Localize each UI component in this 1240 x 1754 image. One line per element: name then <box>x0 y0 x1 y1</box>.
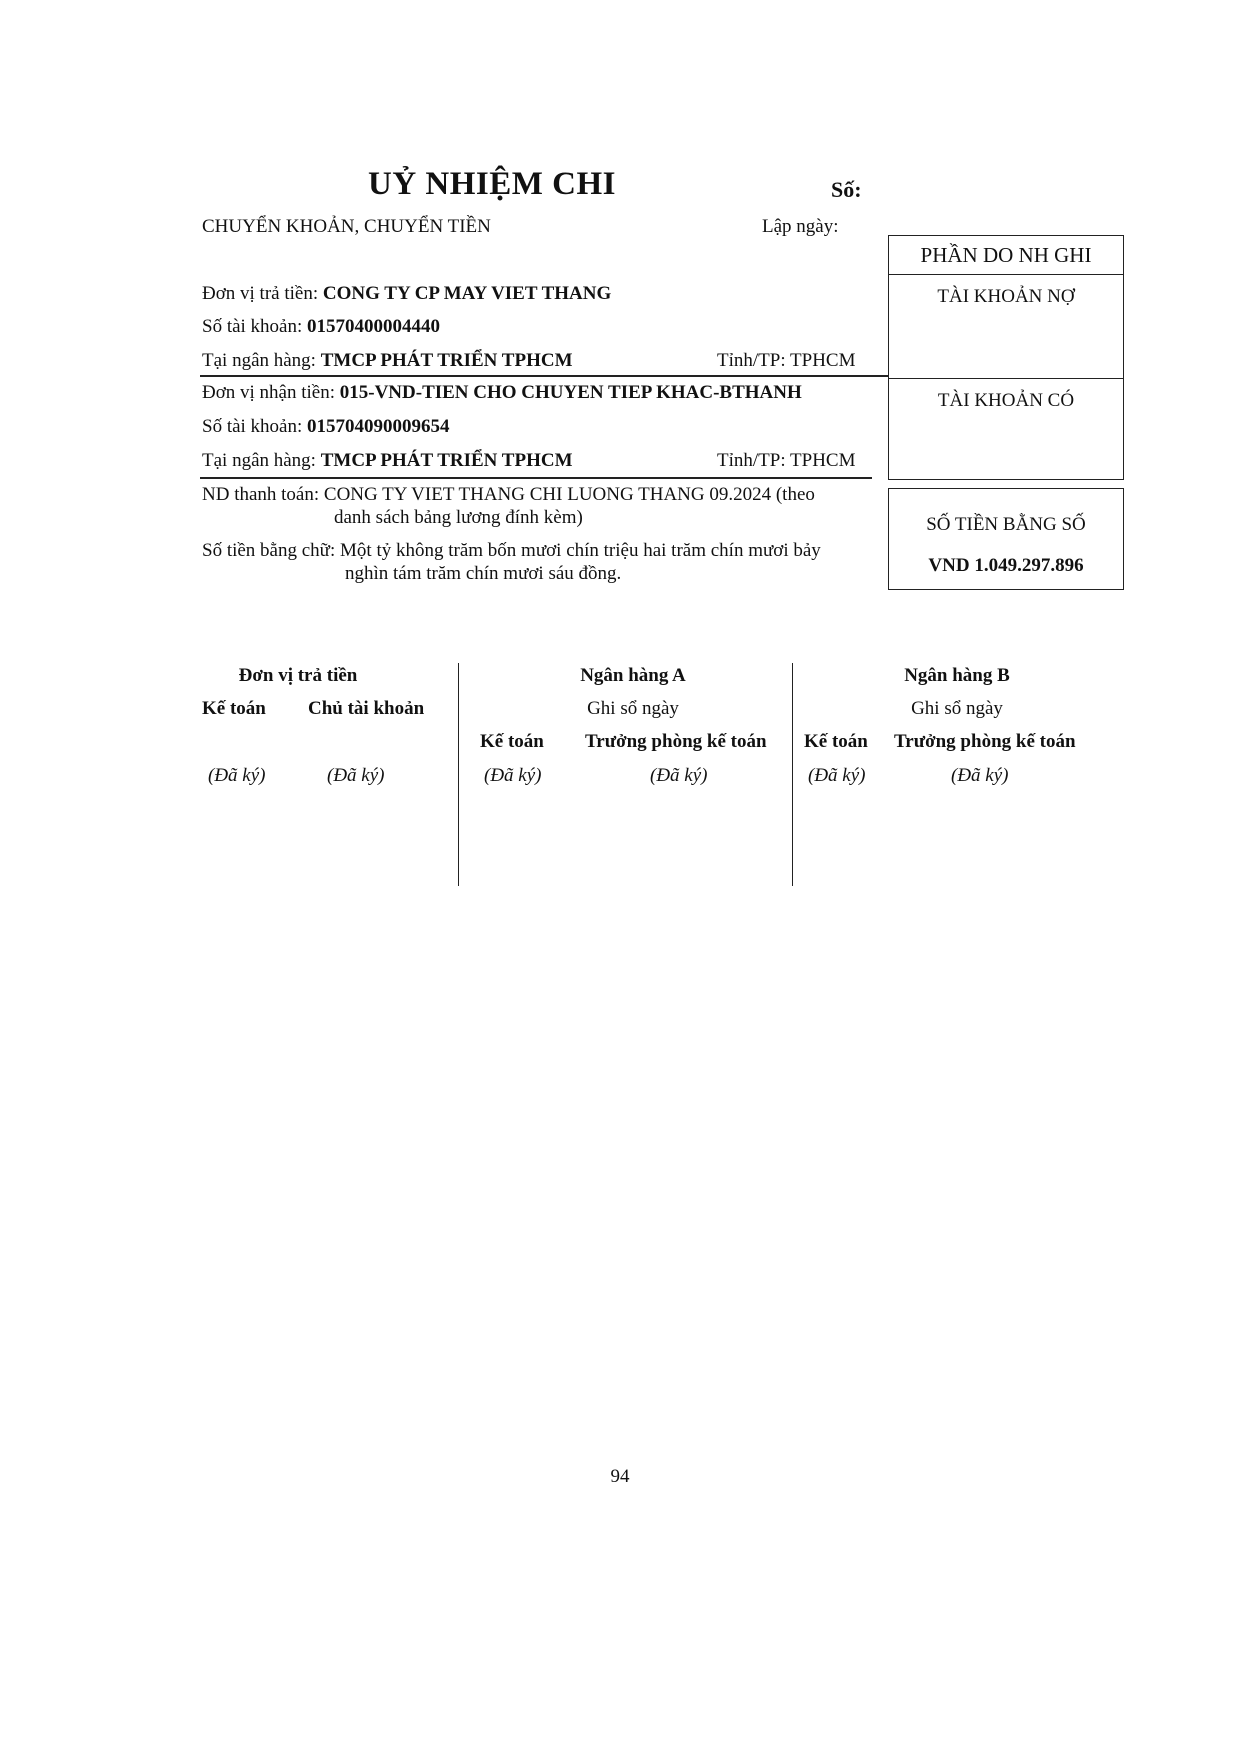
payment-nd-row <box>202 484 815 506</box>
payee-bank-row <box>202 450 573 472</box>
document-title: UỶ NHIỆM CHI <box>368 166 617 202</box>
lap-ngay-label: Lập ngày: <box>762 216 839 237</box>
signature-divider-2 <box>792 663 793 886</box>
divider-payee <box>200 477 872 479</box>
payment-words-line2: nghìn tám trăm chín mươi sáu đồng. <box>345 563 622 584</box>
payee-account-row <box>202 416 450 438</box>
payment-words-row <box>202 540 821 562</box>
sig-bank-b-chief-signed: (Đã ký) <box>951 765 1009 786</box>
sig-bank-b-accountant: Kế toán <box>804 731 868 752</box>
payer-bank-label: Tại ngân hàng: <box>202 350 316 371</box>
page-number: 94 <box>610 1466 630 1487</box>
payment-words-label: Số tiền bằng chữ: <box>202 540 336 561</box>
so-label: Số: <box>831 177 862 202</box>
sig-bank-b-accountant-signed: (Đã ký) <box>808 765 866 786</box>
payer-unit-row <box>202 283 611 305</box>
payer-province: Tỉnh/TP: TPHCM <box>717 350 856 371</box>
sig-bank-a-title: Ngân hàng A <box>580 665 686 686</box>
payment-nd-label: ND thanh toán: <box>202 484 320 505</box>
payment-nd-line2: danh sách bảng lương đính kèm) <box>334 507 583 528</box>
sig-bank-b-title: Ngân hàng B <box>904 665 1010 686</box>
sig-bank-b-date: Ghi sổ ngày <box>911 698 1003 719</box>
payer-bank-value: TMCP PHÁT TRIỂN TPHCM <box>320 350 573 371</box>
sig-payer-title: Đơn vị trả tiền <box>238 665 358 686</box>
payee-unit-label: Đơn vị nhận tiền: <box>202 382 335 403</box>
payer-bank-row <box>202 350 573 372</box>
payment-nd-line1: CONG TY VIET THANG CHI LUONG THANG 09.2024 (theo <box>323 484 815 505</box>
sig-bank-a-chief: Trưởng phòng kế toán <box>585 731 767 752</box>
payer-unit-value: CONG TY CP MAY VIET THANG <box>322 283 612 304</box>
payee-account-value: 015704090009654 <box>307 416 450 437</box>
payer-unit-label: Đơn vị trả tiền: <box>202 283 319 304</box>
bank-box-middle-divider <box>888 378 1124 379</box>
subtitle: CHUYỂN KHOẢN, CHUYỂN TIỀN <box>202 216 491 237</box>
signature-divider-1 <box>458 663 459 886</box>
payee-unit-row <box>202 382 802 404</box>
payer-account-value: 01570400004440 <box>307 316 441 337</box>
sig-bank-a-accountant: Kế toán <box>480 731 544 752</box>
sig-payer-owner: Chủ tài khoản <box>308 698 425 719</box>
bank-box-header: PHẦN DO NH GHI <box>920 243 1092 267</box>
sig-payer-owner-signed: (Đã ký) <box>327 765 385 786</box>
debit-account-label: TÀI KHOẢN NỢ <box>937 286 1075 307</box>
sig-payer-accountant: Kế toán <box>202 698 266 719</box>
payee-bank-label: Tại ngân hàng: <box>202 450 316 471</box>
payee-unit-value: 015-VND-TIEN CHO CHUYEN TIEP KHAC-BTHANH <box>339 382 802 403</box>
sig-bank-b-chief: Trưởng phòng kế toán <box>894 731 1076 752</box>
amount-label: SỐ TIỀN BẰNG SỐ <box>926 514 1086 535</box>
payment-words-line1: Một tỷ không trăm bốn mươi chín triệu hai trăm chín mươi bảy <box>340 540 821 561</box>
payee-province: Tỉnh/TP: TPHCM <box>717 450 856 471</box>
credit-account-label: TÀI KHOẢN CÓ <box>937 390 1075 411</box>
divider-payer <box>200 375 888 377</box>
bank-record-box <box>888 235 1124 480</box>
sig-payer-accountant-signed: (Đã ký) <box>208 765 266 786</box>
sig-bank-a-chief-signed: (Đã ký) <box>650 765 708 786</box>
amount-value: VND 1.049.297.896 <box>928 555 1084 576</box>
payee-bank-value: TMCP PHÁT TRIỂN TPHCM <box>320 450 573 471</box>
sig-bank-a-date: Ghi sổ ngày <box>587 698 679 719</box>
bank-box-header-divider <box>888 274 1124 275</box>
sig-bank-a-accountant-signed: (Đã ký) <box>484 765 542 786</box>
payee-account-label: Số tài khoản: <box>202 416 303 437</box>
payer-account-row <box>202 316 440 338</box>
payer-account-label: Số tài khoản: <box>202 316 303 337</box>
